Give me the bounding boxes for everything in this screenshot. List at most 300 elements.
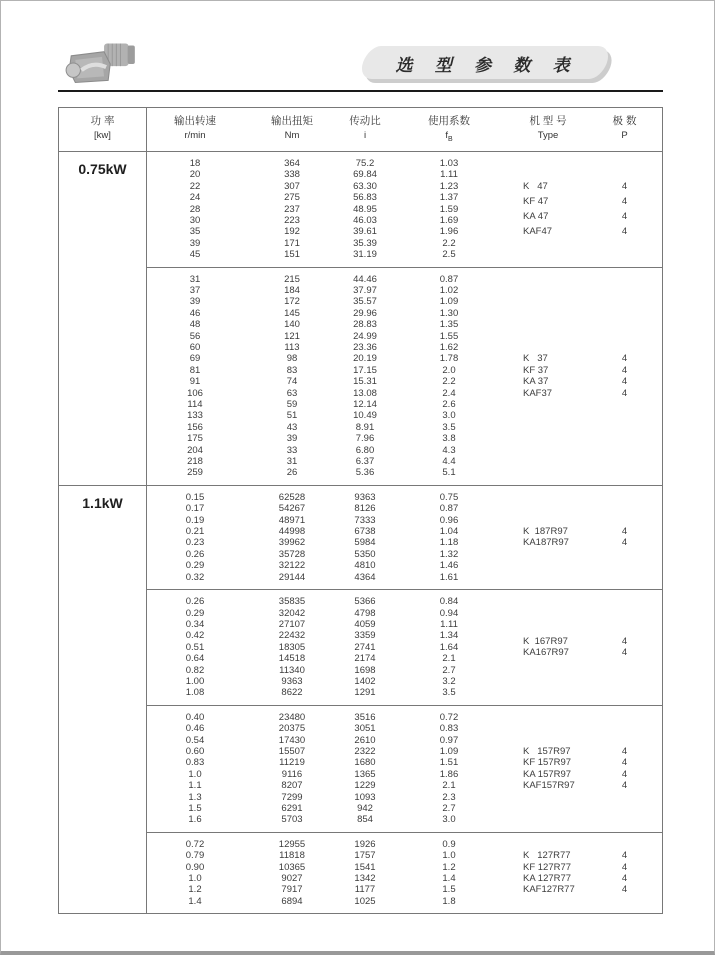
value: 48.95 bbox=[353, 203, 377, 215]
value: KAF127R77 bbox=[523, 884, 575, 896]
value: 3.5 bbox=[442, 421, 456, 433]
value: 35835 bbox=[278, 596, 306, 608]
value: 0.51 bbox=[185, 641, 205, 653]
ratio-block bbox=[147, 832, 662, 913]
type-values bbox=[509, 636, 587, 659]
value: 43 bbox=[286, 421, 298, 433]
value: 338 bbox=[284, 169, 300, 181]
value: 1.62 bbox=[439, 341, 459, 353]
speed-values bbox=[147, 158, 243, 261]
value: 39 bbox=[286, 433, 298, 445]
header-divider-rule bbox=[58, 90, 663, 92]
col-header-power: 功 率 [kw] bbox=[59, 108, 147, 151]
value: KF 127R77 bbox=[523, 861, 572, 873]
torque-values bbox=[243, 158, 341, 261]
value: 30 bbox=[189, 214, 201, 226]
value: 2.5 bbox=[442, 249, 456, 261]
value: 1.11 bbox=[440, 169, 458, 181]
value: 4798 bbox=[354, 607, 376, 619]
value: K 187R97 bbox=[523, 526, 568, 538]
value: 0.84 bbox=[439, 596, 459, 608]
value: 28 bbox=[189, 203, 201, 215]
value: 156 bbox=[187, 421, 203, 433]
col-header-poles: 极 数 P bbox=[612, 115, 637, 141]
value: 17430 bbox=[278, 734, 306, 746]
value: 0.79 bbox=[185, 850, 205, 862]
value: 0.97 bbox=[439, 734, 459, 746]
value: 1.08 bbox=[185, 687, 205, 699]
value: 1.61 bbox=[439, 571, 459, 583]
value: 4 bbox=[621, 211, 628, 223]
value: 7.96 bbox=[355, 433, 375, 445]
value: 0.26 bbox=[185, 596, 205, 608]
poles-values bbox=[587, 850, 662, 896]
value: 1177 bbox=[354, 884, 376, 896]
value: 4 bbox=[621, 636, 628, 648]
value: 1.09 bbox=[439, 296, 459, 308]
value: 6894 bbox=[281, 895, 303, 907]
type-values bbox=[509, 179, 587, 239]
value: 215 bbox=[284, 273, 300, 285]
value: 4.4 bbox=[442, 456, 456, 468]
speed-values bbox=[147, 274, 243, 479]
value: 11818 bbox=[279, 850, 305, 862]
value: 14518 bbox=[278, 653, 306, 665]
ratio-values bbox=[341, 839, 389, 907]
value: KA167R97 bbox=[523, 647, 569, 659]
value: 1680 bbox=[354, 757, 376, 769]
value: 2.3 bbox=[442, 791, 456, 803]
ratio-block bbox=[147, 267, 662, 485]
value: 23.36 bbox=[353, 341, 377, 353]
value: 4 bbox=[621, 526, 628, 538]
value: 114 bbox=[187, 399, 203, 411]
ratio-blocks bbox=[147, 152, 662, 485]
value: 48 bbox=[189, 319, 201, 331]
value: 7917 bbox=[281, 884, 303, 896]
value: 22 bbox=[189, 180, 201, 192]
value: 24 bbox=[189, 192, 201, 204]
table-header-row bbox=[59, 108, 662, 152]
value: 0.83 bbox=[185, 757, 205, 769]
col-header-type: 机 型 号 Type bbox=[529, 115, 567, 141]
table-body bbox=[59, 152, 662, 913]
ratio-values bbox=[341, 158, 389, 261]
speed-values bbox=[147, 712, 243, 826]
value: KA 127R77 bbox=[523, 873, 572, 885]
value: 4 bbox=[621, 861, 628, 873]
value: 223 bbox=[284, 214, 300, 226]
value: 4 bbox=[621, 884, 628, 896]
value: 5984 bbox=[354, 537, 376, 549]
value: 56 bbox=[189, 330, 201, 342]
speed-values bbox=[147, 492, 243, 583]
ratio-block bbox=[147, 589, 662, 705]
col-header-speed: 输出转速 r/min bbox=[174, 115, 216, 141]
value: 32122 bbox=[278, 560, 306, 572]
value: 2.4 bbox=[442, 387, 456, 399]
value: 59 bbox=[286, 399, 298, 411]
value: 0.82 bbox=[185, 664, 205, 676]
value: KF 157R97 bbox=[523, 757, 572, 769]
value: 3051 bbox=[354, 723, 376, 735]
value: 20 bbox=[189, 169, 201, 181]
value: 48971 bbox=[278, 514, 306, 526]
value: 74 bbox=[286, 376, 298, 388]
value: 60 bbox=[189, 341, 201, 353]
value: 18 bbox=[189, 157, 201, 169]
value: 51 bbox=[286, 410, 298, 422]
speed-values bbox=[147, 596, 243, 699]
value: K 127R77 bbox=[523, 850, 571, 862]
value: 1342 bbox=[354, 873, 376, 885]
value: 4810 bbox=[354, 560, 376, 572]
value: 3.5 bbox=[442, 687, 456, 699]
value: 6.80 bbox=[355, 444, 375, 456]
value: 2.2 bbox=[442, 237, 456, 249]
value: 2322 bbox=[354, 745, 376, 757]
value: 364 bbox=[284, 157, 300, 169]
value: 1.55 bbox=[439, 330, 459, 342]
value: 0.40 bbox=[185, 711, 205, 723]
value: 4 bbox=[621, 196, 628, 208]
value: 1.00 bbox=[185, 675, 205, 687]
value: KAF37 bbox=[523, 387, 553, 399]
value: 4.3 bbox=[442, 444, 456, 456]
value: 39962 bbox=[278, 537, 306, 549]
value: 0.64 bbox=[185, 653, 205, 665]
value: 8207 bbox=[281, 780, 303, 792]
value: 275 bbox=[284, 192, 300, 204]
value: 1025 bbox=[354, 895, 376, 907]
value: 4 bbox=[621, 387, 628, 399]
ratio-values bbox=[341, 274, 389, 479]
value: 1093 bbox=[354, 791, 376, 803]
value: 0.90 bbox=[185, 861, 205, 873]
value: 4 bbox=[621, 376, 628, 388]
value: 1.0 bbox=[188, 768, 202, 780]
value: 1.4 bbox=[442, 873, 456, 885]
power-label: 1.1kW bbox=[59, 486, 147, 913]
value: 37.97 bbox=[353, 284, 377, 296]
value: 26 bbox=[286, 467, 298, 479]
value: 2610 bbox=[354, 734, 376, 746]
value: 172 bbox=[284, 296, 300, 308]
value: 1.03 bbox=[439, 157, 459, 169]
value: 83 bbox=[286, 364, 298, 376]
type-values bbox=[509, 526, 587, 549]
value: 2.1 bbox=[442, 780, 456, 792]
value: K 37 bbox=[523, 353, 548, 365]
value: 1.6 bbox=[188, 814, 202, 826]
factor-values bbox=[389, 712, 509, 826]
value: 91 bbox=[189, 376, 201, 388]
value: 1.3 bbox=[188, 791, 202, 803]
value: 1.51 bbox=[439, 757, 459, 769]
value: 0.29 bbox=[185, 560, 205, 572]
value: 151 bbox=[284, 249, 300, 261]
title-banner bbox=[349, 43, 625, 85]
value: 0.17 bbox=[185, 503, 205, 515]
value: 23480 bbox=[278, 711, 306, 723]
value: 33 bbox=[286, 444, 298, 456]
value: 5350 bbox=[354, 548, 376, 560]
value: KAF47 bbox=[523, 226, 553, 238]
value: 0.72 bbox=[439, 711, 459, 723]
value: 113 bbox=[284, 341, 300, 353]
value: 5.1 bbox=[442, 467, 456, 479]
value: 2.7 bbox=[442, 803, 456, 815]
value: 1926 bbox=[354, 838, 376, 850]
value: 2.2 bbox=[442, 376, 456, 388]
value: 1.32 bbox=[439, 548, 459, 560]
value: 184 bbox=[284, 284, 300, 296]
value: 1.37 bbox=[439, 192, 459, 204]
value: 27107 bbox=[278, 618, 306, 630]
value: 63.30 bbox=[353, 180, 377, 192]
value: 3.0 bbox=[442, 814, 456, 826]
value: 9363 bbox=[281, 675, 303, 687]
value: 46 bbox=[189, 307, 201, 319]
ratio-block bbox=[147, 486, 662, 589]
value: 6291 bbox=[281, 803, 303, 815]
value: KA 47 bbox=[523, 211, 549, 223]
value: 3359 bbox=[354, 630, 376, 642]
torque-values bbox=[243, 492, 341, 583]
poles-values bbox=[587, 179, 662, 239]
factor-values bbox=[389, 839, 509, 907]
value: 3.8 bbox=[442, 433, 456, 445]
value: 6738 bbox=[354, 526, 376, 538]
value: 4 bbox=[621, 768, 628, 780]
value: 0.9 bbox=[442, 838, 456, 850]
value: 3.0 bbox=[442, 410, 456, 422]
value: 4 bbox=[621, 226, 628, 238]
poles-values bbox=[587, 636, 662, 659]
value: 1.59 bbox=[439, 203, 459, 215]
factor-values bbox=[389, 158, 509, 261]
value: 22432 bbox=[278, 630, 306, 642]
value: 0.60 bbox=[185, 745, 205, 757]
value: 1.35 bbox=[439, 319, 459, 331]
value: 35.57 bbox=[353, 296, 377, 308]
value: KF 37 bbox=[523, 364, 549, 376]
value: KA 37 bbox=[523, 376, 549, 388]
value: 1291 bbox=[354, 687, 376, 699]
value: 24.99 bbox=[353, 330, 377, 342]
value: 1.86 bbox=[439, 768, 459, 780]
value: 31 bbox=[189, 273, 201, 285]
value: 9116 bbox=[281, 768, 303, 780]
value: 3.2 bbox=[442, 675, 456, 687]
value: 204 bbox=[187, 444, 203, 456]
value: 4 bbox=[621, 647, 628, 659]
value: 0.29 bbox=[185, 607, 205, 619]
value: 5.36 bbox=[355, 467, 375, 479]
value: 75.2 bbox=[355, 157, 375, 169]
value: 62528 bbox=[278, 491, 306, 503]
value: 1.0 bbox=[442, 850, 456, 862]
value: 1.5 bbox=[442, 884, 456, 896]
value: 192 bbox=[284, 226, 300, 238]
value: 17.15 bbox=[353, 364, 377, 376]
value: 0.15 bbox=[185, 491, 205, 503]
value: 2.1 bbox=[442, 653, 456, 665]
value: 2.7 bbox=[442, 664, 456, 676]
value: 8.91 bbox=[355, 421, 375, 433]
selection-parameter-table bbox=[58, 107, 663, 914]
value: K 47 bbox=[523, 181, 548, 193]
value: 9027 bbox=[281, 873, 303, 885]
value: 0.46 bbox=[185, 723, 205, 735]
value: 44.46 bbox=[353, 273, 377, 285]
power-section bbox=[59, 485, 662, 913]
value: 7299 bbox=[281, 791, 303, 803]
value: 0.87 bbox=[439, 503, 459, 515]
col-header-service-factor: 使用系数 $f_B$ bbox=[428, 115, 470, 143]
value: KF 47 bbox=[523, 196, 549, 208]
value: 1.69 bbox=[439, 214, 459, 226]
value: 1.09 bbox=[439, 745, 459, 757]
value: 12.14 bbox=[353, 399, 377, 411]
value: 0.87 bbox=[439, 273, 459, 285]
value: 0.83 bbox=[439, 723, 459, 735]
value: 1365 bbox=[354, 768, 376, 780]
value: 1.18 bbox=[439, 537, 459, 549]
value: 1757 bbox=[354, 850, 376, 862]
value: 106 bbox=[187, 387, 203, 399]
value: 0.23 bbox=[185, 537, 205, 549]
ratio-values bbox=[341, 596, 389, 699]
value: 121 bbox=[284, 330, 300, 342]
factor-values bbox=[389, 596, 509, 699]
value: 4 bbox=[621, 537, 628, 549]
value: 44998 bbox=[278, 526, 306, 538]
value: 4 bbox=[621, 780, 628, 792]
value: 15507 bbox=[278, 745, 306, 757]
value: 175 bbox=[187, 433, 203, 445]
value: 1.04 bbox=[439, 526, 459, 538]
torque-values bbox=[243, 274, 341, 479]
value: 1.64 bbox=[439, 641, 459, 653]
type-values bbox=[509, 353, 587, 399]
value: 69.84 bbox=[353, 169, 377, 181]
value: 39 bbox=[189, 237, 201, 249]
value: 1.02 bbox=[439, 284, 459, 296]
value: 0.21 bbox=[185, 526, 205, 538]
value: 63 bbox=[286, 387, 298, 399]
value: 4 bbox=[621, 364, 628, 376]
value: 9363 bbox=[354, 491, 376, 503]
value: 0.42 bbox=[185, 630, 205, 642]
ratio-blocks bbox=[147, 486, 662, 913]
value: 1.4 bbox=[188, 895, 202, 907]
value: 2174 bbox=[354, 653, 376, 665]
value: 1.1 bbox=[188, 780, 202, 792]
value: 35 bbox=[189, 226, 201, 238]
value: 7333 bbox=[354, 514, 376, 526]
value: 10.49 bbox=[353, 410, 377, 422]
value: 29.96 bbox=[353, 307, 377, 319]
value: 171 bbox=[284, 237, 300, 249]
value: 1.2 bbox=[442, 861, 456, 873]
value: 98 bbox=[286, 353, 298, 365]
value: 0.26 bbox=[185, 548, 205, 560]
value: 0.94 bbox=[439, 607, 459, 619]
value: 69 bbox=[189, 353, 201, 365]
value: 1.46 bbox=[439, 560, 459, 572]
value: 46.03 bbox=[353, 214, 377, 226]
power-label: 0.75kW bbox=[59, 152, 147, 485]
value: 45 bbox=[189, 249, 201, 261]
value: 1698 bbox=[354, 664, 376, 676]
value: 140 bbox=[284, 319, 300, 331]
value: 39 bbox=[189, 296, 201, 308]
value: KA 157R97 bbox=[523, 768, 572, 780]
value: 5703 bbox=[281, 814, 303, 826]
value: 854 bbox=[357, 814, 373, 826]
value: 1.2 bbox=[188, 884, 202, 896]
value: 4 bbox=[621, 873, 628, 885]
value: 31.19 bbox=[353, 249, 377, 261]
value: K 157R97 bbox=[523, 745, 571, 757]
value: KA187R97 bbox=[523, 537, 569, 549]
power-section bbox=[59, 152, 662, 485]
value: K 167R97 bbox=[523, 636, 568, 648]
value: 133 bbox=[187, 410, 203, 422]
value: 11219 bbox=[279, 757, 305, 769]
factor-values bbox=[389, 492, 509, 583]
value: 4 bbox=[621, 850, 628, 862]
value: 35728 bbox=[278, 548, 306, 560]
value: 12955 bbox=[278, 838, 306, 850]
value: 1.8 bbox=[442, 895, 456, 907]
value: KAF157R97 bbox=[523, 780, 575, 792]
value: 0.19 bbox=[185, 514, 205, 526]
value: 6.37 bbox=[355, 456, 375, 468]
value: 1.30 bbox=[439, 307, 459, 319]
value: 18305 bbox=[278, 641, 306, 653]
value: 1229 bbox=[354, 780, 376, 792]
value: 3516 bbox=[354, 711, 376, 723]
value: 8126 bbox=[354, 503, 376, 515]
value: 4 bbox=[621, 353, 628, 365]
value: 0.75 bbox=[439, 491, 459, 503]
value: 10365 bbox=[278, 861, 306, 873]
value: 218 bbox=[187, 456, 203, 468]
value: 0.32 bbox=[185, 571, 205, 583]
col-header-torque: 输出扭矩 Nm bbox=[271, 115, 313, 141]
torque-values bbox=[243, 596, 341, 699]
page-title: 选 型 参 数 表 bbox=[395, 56, 579, 75]
ratio-values bbox=[341, 712, 389, 826]
value: 1541 bbox=[354, 861, 376, 873]
value: 4 bbox=[621, 745, 628, 757]
ratio-values bbox=[341, 492, 389, 583]
value: 8622 bbox=[281, 687, 303, 699]
value: 0.96 bbox=[439, 514, 459, 526]
value: 4 bbox=[621, 757, 628, 769]
value: 35.39 bbox=[353, 237, 377, 249]
value: 1.5 bbox=[188, 803, 202, 815]
torque-values bbox=[243, 839, 341, 907]
value: 2.0 bbox=[442, 364, 456, 376]
value: 0.54 bbox=[185, 734, 205, 746]
ratio-block bbox=[147, 152, 662, 267]
value: 5366 bbox=[354, 596, 376, 608]
value: 942 bbox=[357, 803, 373, 815]
torque-values bbox=[243, 712, 341, 826]
